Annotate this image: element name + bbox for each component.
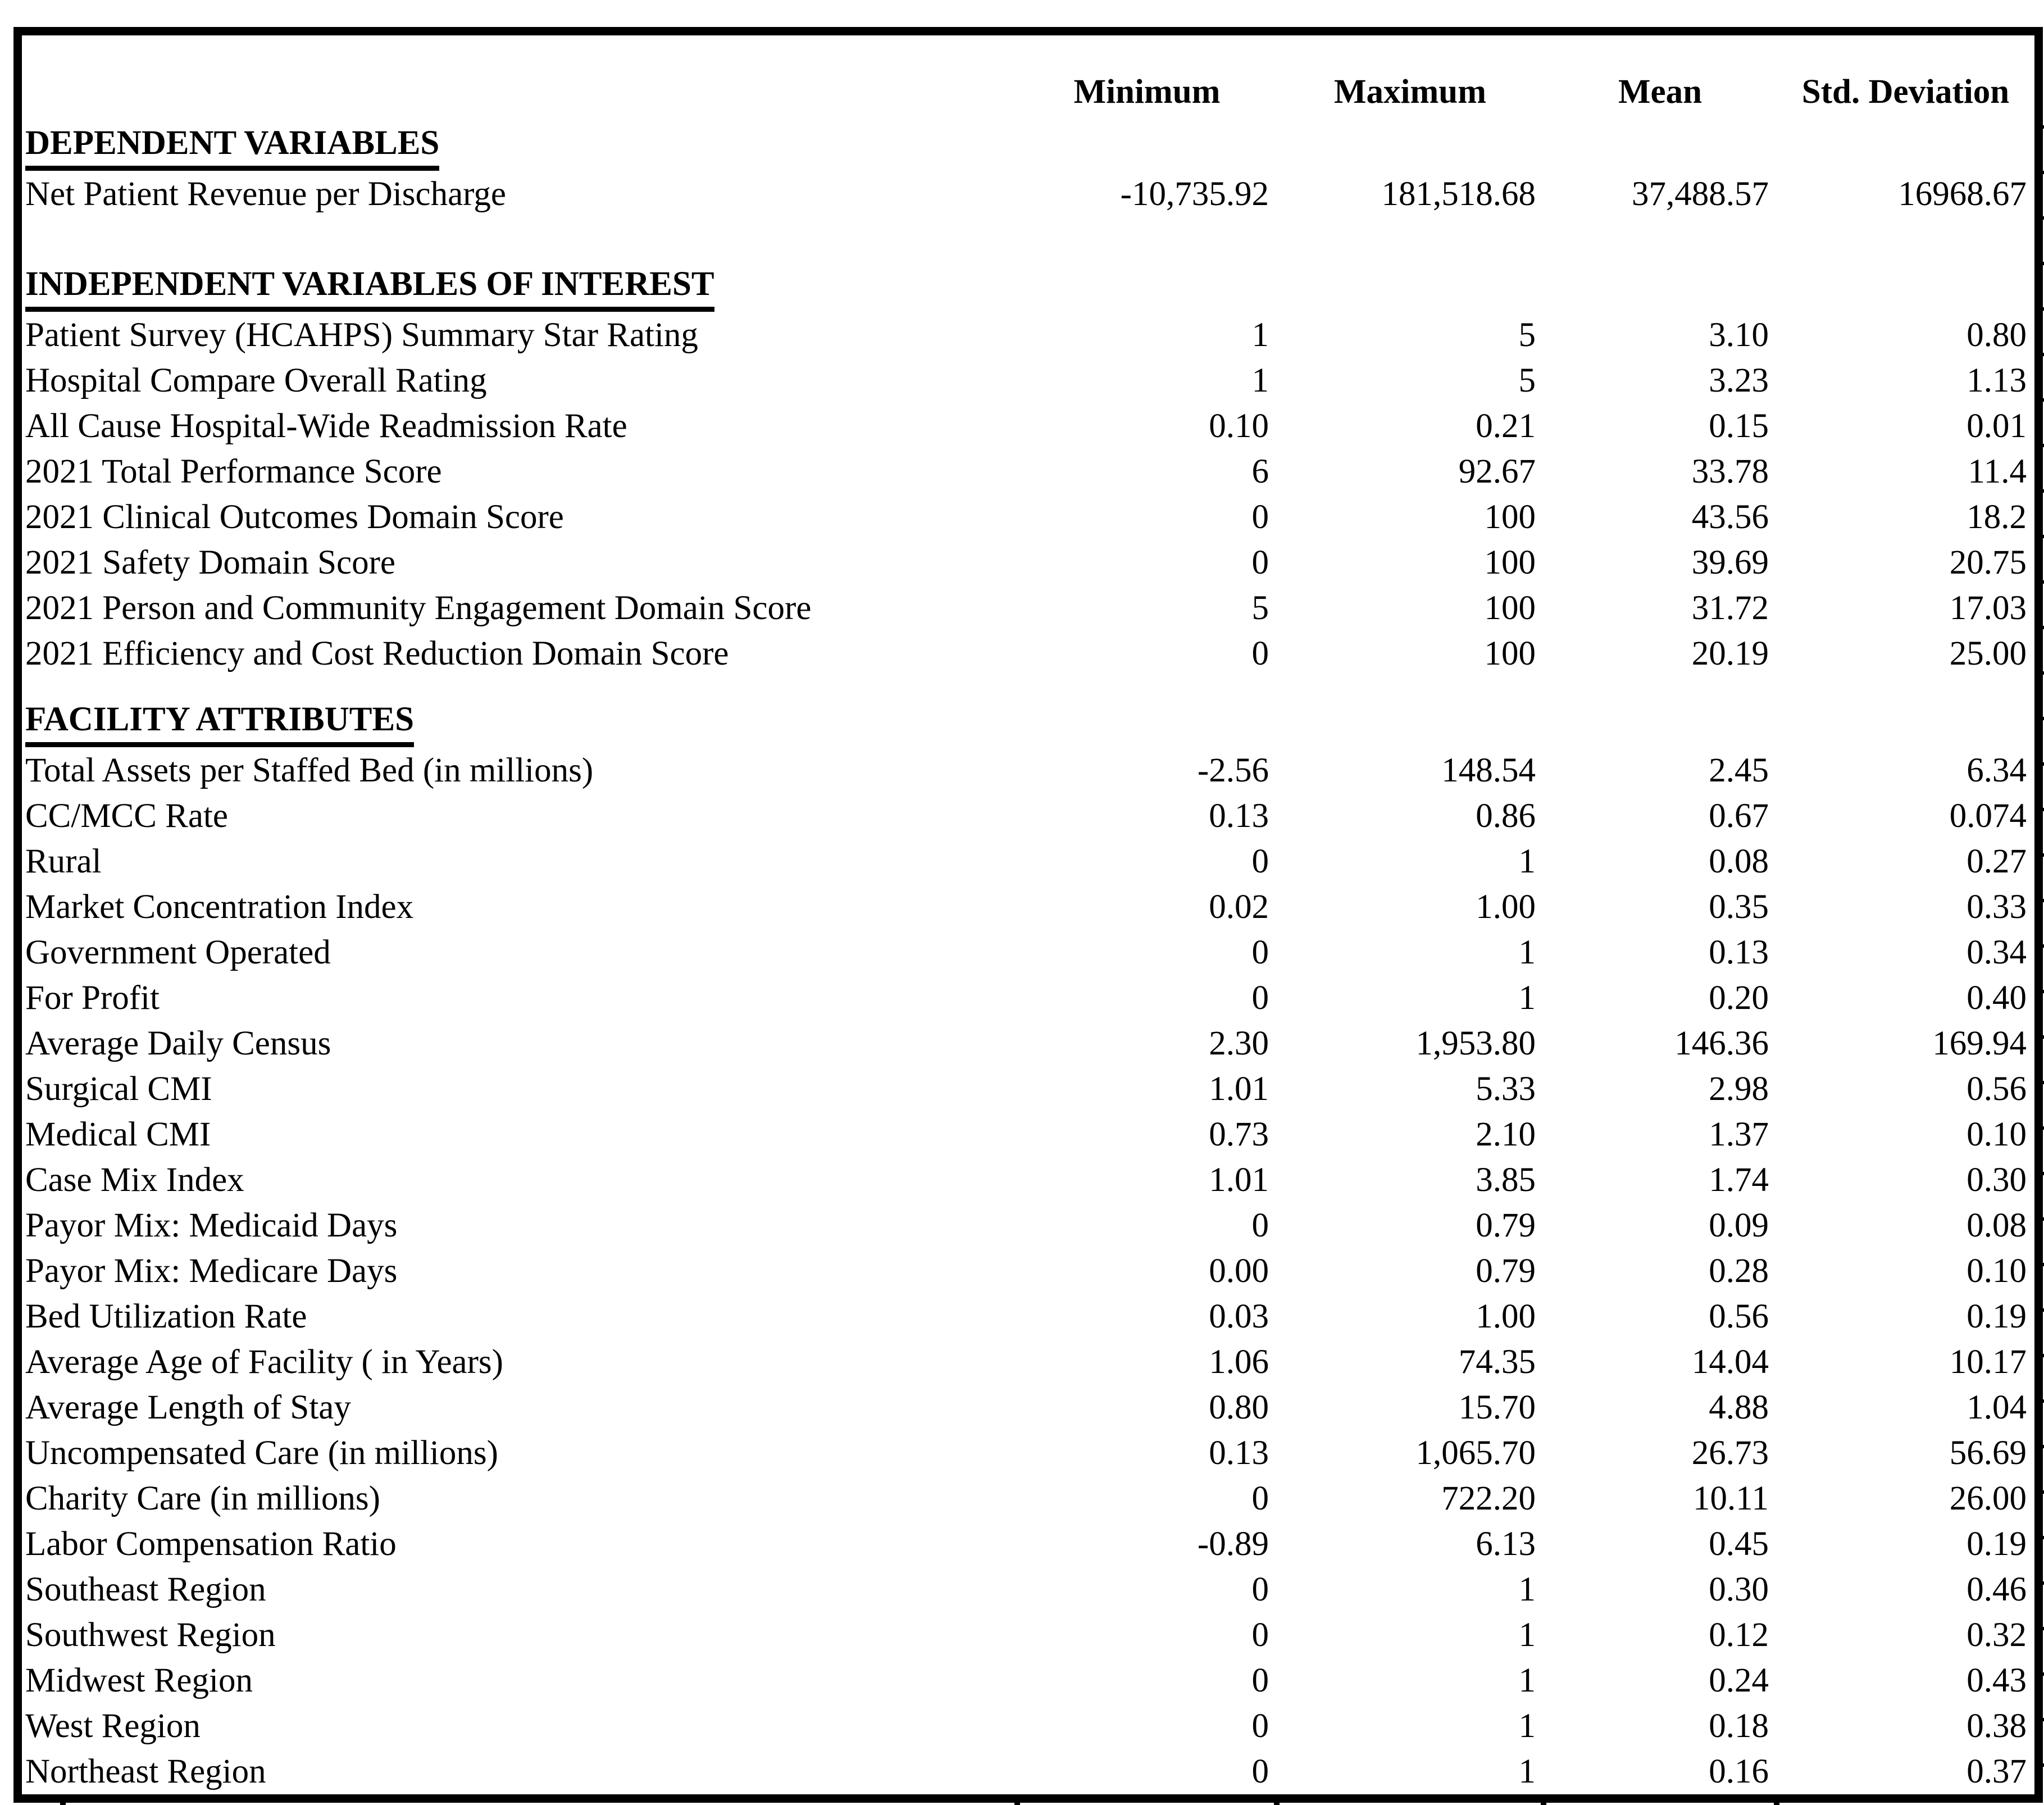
cell-maximum: 1 <box>1518 843 1536 880</box>
cell-std-deviation: 11.4 <box>1968 453 2027 490</box>
cell-std-deviation: 0.56 <box>1966 1070 2027 1108</box>
cell-mean: 0.67 <box>1709 797 1769 835</box>
cell-maximum: 0.21 <box>1476 407 1536 445</box>
gridline-tick <box>1274 1799 1280 1805</box>
cell-minimum: 0 <box>1251 1207 1269 1244</box>
cell-mean: 0.15 <box>1709 407 1769 445</box>
empty-cell <box>1544 266 1777 312</box>
cell-mean: 0.45 <box>1709 1525 1769 1563</box>
cell-std-deviation: 16968.67 <box>1898 175 2027 213</box>
table-row <box>22 1521 2034 1567</box>
cell-maximum: 100 <box>1484 544 1536 581</box>
cell-maximum: 1,065.70 <box>1415 1434 1536 1472</box>
cell-mean: 37,488.57 <box>1632 175 1769 213</box>
cell-std-deviation: 0.30 <box>1966 1161 2027 1199</box>
blank-row <box>22 217 2034 266</box>
cell-mean: 20.19 <box>1691 635 1769 672</box>
empty-cell <box>1777 266 2034 312</box>
table-row <box>22 1385 2034 1430</box>
cell-mean: 0.20 <box>1709 979 1769 1017</box>
row-label: Northeast Region <box>25 1753 266 1790</box>
cell-mean: 43.56 <box>1691 498 1769 536</box>
cell-std-deviation: 20.75 <box>1949 544 2027 581</box>
row-label: Payor Mix: Medicare Days <box>25 1252 398 1290</box>
table-row <box>22 1612 2034 1658</box>
cell-minimum: 0 <box>1251 1662 1269 1699</box>
cell-std-deviation: 0.33 <box>1966 888 2027 926</box>
table-row <box>22 930 2034 975</box>
cell-maximum: 181,518.68 <box>1381 175 1536 213</box>
column-header-maximum: Maximum <box>1333 72 1487 111</box>
section-header-cell <box>22 702 1017 748</box>
cell-mean: 0.24 <box>1709 1662 1769 1699</box>
empty-cell <box>1017 125 1277 171</box>
top-spacer <box>22 35 2034 58</box>
empty-cell <box>1544 125 1777 171</box>
row-label: Total Assets per Staffed Bed (in millions) <box>25 752 594 789</box>
cell-minimum: 0.13 <box>1209 797 1269 835</box>
row-label: For Profit <box>25 979 160 1017</box>
cell-maximum: 1 <box>1518 1571 1536 1608</box>
row-label: Southwest Region <box>25 1616 276 1654</box>
cell-maximum: 1 <box>1518 979 1536 1017</box>
table-row <box>22 358 2034 403</box>
cell-mean: 1.74 <box>1709 1161 1769 1199</box>
cell-minimum: -2.56 <box>1197 752 1269 789</box>
row-label: Net Patient Revenue per Discharge <box>25 175 506 213</box>
section-header-row <box>22 266 2034 312</box>
table-row <box>22 1021 2034 1066</box>
cell-mean: 0.13 <box>1709 934 1769 971</box>
cell-maximum: 2.10 <box>1476 1116 1536 1153</box>
cell-std-deviation: 0.34 <box>1966 934 2027 971</box>
table-row <box>22 449 2034 494</box>
row-label: Bed Utilization Rate <box>25 1298 307 1335</box>
table-row <box>22 793 2034 839</box>
cell-mean: 0.09 <box>1709 1207 1769 1244</box>
table-row <box>22 1248 2034 1294</box>
table-row <box>22 1430 2034 1476</box>
cell-mean: 4.88 <box>1709 1389 1769 1426</box>
cell-maximum: 1 <box>1518 934 1536 971</box>
cell-maximum: 1.00 <box>1476 1298 1536 1335</box>
cell-mean: 0.12 <box>1709 1616 1769 1654</box>
gridline-tick <box>60 1799 66 1805</box>
row-label: Average Daily Census <box>25 1025 331 1062</box>
table-row <box>22 1066 2034 1112</box>
cell-maximum: 1 <box>1518 1616 1536 1654</box>
table-row <box>22 494 2034 540</box>
cell-minimum: 0 <box>1251 1707 1269 1745</box>
table-row <box>22 403 2034 449</box>
gridline-tick <box>1541 1799 1546 1805</box>
row-label: Labor Compensation Ratio <box>25 1525 397 1563</box>
cell-minimum: 5 <box>1251 589 1269 627</box>
column-header-row <box>22 58 2034 125</box>
cell-minimum: 6 <box>1251 453 1269 490</box>
row-label: All Cause Hospital-Wide Readmission Rate <box>25 407 627 445</box>
empty-cell <box>1277 702 1544 748</box>
cell-minimum: 1 <box>1251 316 1269 354</box>
cell-minimum: 0 <box>1251 635 1269 672</box>
cell-std-deviation: 0.19 <box>1966 1525 2027 1563</box>
row-label: Southeast Region <box>25 1571 266 1608</box>
cell-mean: 26.73 <box>1691 1434 1769 1472</box>
cell-std-deviation: 1.04 <box>1966 1389 2027 1426</box>
table-row <box>22 1658 2034 1703</box>
cell-minimum: -0.89 <box>1197 1525 1269 1563</box>
gridline-ticks-right <box>2042 125 2044 1794</box>
table-row <box>22 1339 2034 1385</box>
cell-std-deviation: 169.94 <box>1932 1025 2027 1062</box>
table-row <box>22 1112 2034 1157</box>
cell-mean: 0.18 <box>1709 1707 1769 1745</box>
table-row <box>22 884 2034 930</box>
cell-maximum: 6.13 <box>1476 1525 1536 1563</box>
cell-std-deviation: 0.38 <box>1966 1707 2027 1745</box>
table-row <box>22 1157 2034 1203</box>
cell-std-deviation: 0.46 <box>1966 1571 2027 1608</box>
cell-mean: 0.35 <box>1709 888 1769 926</box>
cell-maximum: 148.54 <box>1441 752 1536 789</box>
row-label: Average Age of Facility ( in Years) <box>25 1343 503 1381</box>
row-label: Surgical CMI <box>25 1070 212 1108</box>
cell-minimum: 1.01 <box>1209 1070 1269 1108</box>
cell-std-deviation: 17.03 <box>1949 589 2027 627</box>
empty-cell <box>1017 702 1277 748</box>
cell-maximum: 1 <box>1518 1707 1536 1745</box>
column-header-std-deviation: Std. Deviation <box>1801 72 2010 111</box>
cell-std-deviation: 0.08 <box>1966 1207 2027 1244</box>
cell-minimum: 0 <box>1251 1480 1269 1517</box>
cell-mean: 2.45 <box>1709 752 1769 789</box>
cell-minimum: 0.10 <box>1209 407 1269 445</box>
table-row <box>22 975 2034 1021</box>
cell-mean: 0.16 <box>1709 1753 1769 1790</box>
cell-mean: 3.10 <box>1709 316 1769 354</box>
cell-maximum: 0.86 <box>1476 797 1536 835</box>
cell-std-deviation: 0.37 <box>1966 1753 2027 1790</box>
table-body <box>22 125 2034 1794</box>
cell-minimum: 0 <box>1251 1753 1269 1790</box>
table-row <box>22 1294 2034 1339</box>
gridline-tick <box>1774 1799 1779 1805</box>
row-label: West Region <box>25 1707 201 1745</box>
cell-minimum: 0.80 <box>1209 1389 1269 1426</box>
row-label: 2021 Clinical Outcomes Domain Score <box>25 498 564 536</box>
row-label: Uncompensated Care (in millions) <box>25 1434 498 1472</box>
cell-minimum: 0 <box>1251 544 1269 581</box>
section-header-cell <box>22 125 1017 171</box>
table-row <box>22 1703 2034 1749</box>
cell-minimum: 0.73 <box>1209 1116 1269 1153</box>
row-label: Hospital Compare Overall Rating <box>25 362 487 399</box>
empty-cell <box>1277 125 1544 171</box>
row-label: Average Length of Stay <box>25 1389 351 1426</box>
cell-std-deviation: 0.27 <box>1966 843 2027 880</box>
column-header-minimum: Minimum <box>1073 72 1221 111</box>
cell-minimum: 1.06 <box>1209 1343 1269 1381</box>
empty-cell <box>1277 266 1544 312</box>
cell-mean: 39.69 <box>1691 544 1769 581</box>
cell-maximum: 0.79 <box>1476 1252 1536 1290</box>
cell-maximum: 5 <box>1518 362 1536 399</box>
column-header-mean: Mean <box>1618 72 1702 111</box>
cell-maximum: 1,953.80 <box>1415 1025 1536 1062</box>
cell-maximum: 100 <box>1484 635 1536 672</box>
table-row <box>22 748 2034 793</box>
cell-minimum: 1 <box>1251 362 1269 399</box>
row-label: 2021 Efficiency and Cost Reduction Domain Score <box>25 635 729 672</box>
cell-minimum: 2.30 <box>1209 1025 1269 1062</box>
cell-std-deviation: 26.00 <box>1949 1480 2027 1517</box>
table-row <box>22 312 2034 358</box>
cell-mean: 146.36 <box>1674 1025 1769 1062</box>
cell-maximum: 92.67 <box>1458 453 1536 490</box>
cell-std-deviation: 0.01 <box>1966 407 2027 445</box>
cell-minimum: 0 <box>1251 498 1269 536</box>
section-header-row <box>22 125 2034 171</box>
cell-maximum: 0.79 <box>1476 1207 1536 1244</box>
table-row <box>22 631 2034 676</box>
cell-maximum: 15.70 <box>1458 1389 1536 1426</box>
cell-mean: 3.23 <box>1709 362 1769 399</box>
cell-std-deviation: 25.00 <box>1949 635 2027 672</box>
cell-minimum: 0 <box>1251 843 1269 880</box>
cell-minimum: 0.03 <box>1209 1298 1269 1335</box>
cell-mean: 1.37 <box>1709 1116 1769 1153</box>
cell-maximum: 1.00 <box>1476 888 1536 926</box>
cell-std-deviation: 0.80 <box>1966 316 2027 354</box>
row-label: Payor Mix: Medicaid Days <box>25 1207 398 1244</box>
cell-minimum: 0.13 <box>1209 1434 1269 1472</box>
section-title: FACILITY ATTRIBUTES <box>25 702 414 747</box>
cell-mean: 31.72 <box>1691 589 1769 627</box>
table-row <box>22 839 2034 884</box>
row-label: Rural <box>25 843 102 880</box>
table-row <box>22 1203 2034 1248</box>
row-label: Midwest Region <box>25 1662 253 1699</box>
cell-std-deviation: 0.10 <box>1966 1116 2027 1153</box>
table-row <box>22 540 2034 585</box>
row-label: 2021 Person and Community Engagement Domain Score <box>25 589 812 627</box>
cell-mean: 14.04 <box>1691 1343 1769 1381</box>
cell-minimum: 0 <box>1251 934 1269 971</box>
table-row <box>22 585 2034 631</box>
cell-minimum: 0.00 <box>1209 1252 1269 1290</box>
cell-std-deviation: 0.19 <box>1966 1298 2027 1335</box>
row-label: CC/MCC Rate <box>25 797 228 835</box>
cell-maximum: 1 <box>1518 1662 1536 1699</box>
row-label: Government Operated <box>25 934 331 971</box>
table-border-frame <box>13 27 2043 1803</box>
gridline-tick <box>1014 1799 1020 1805</box>
header-spacer-cell <box>22 58 1017 125</box>
cell-std-deviation: 0.32 <box>1966 1616 2027 1654</box>
blank-row <box>22 676 2034 702</box>
cell-maximum: 722.20 <box>1441 1480 1536 1517</box>
empty-cell <box>1017 266 1277 312</box>
cell-minimum: -10,735.92 <box>1120 175 1269 213</box>
cell-minimum: 0 <box>1251 1571 1269 1608</box>
empty-cell <box>1777 125 2034 171</box>
empty-cell <box>1777 702 2034 748</box>
cell-mean: 33.78 <box>1691 453 1769 490</box>
cell-minimum: 0.02 <box>1209 888 1269 926</box>
cell-std-deviation: 18.2 <box>1966 498 2027 536</box>
cell-std-deviation: 0.074 <box>1949 797 2027 835</box>
cell-std-deviation: 0.43 <box>1966 1662 2027 1699</box>
cell-mean: 10.11 <box>1693 1480 1769 1517</box>
cell-maximum: 5.33 <box>1476 1070 1536 1108</box>
section-title: DEPENDENT VARIABLES <box>25 126 439 171</box>
table-row <box>22 1567 2034 1612</box>
cell-minimum: 0 <box>1251 979 1269 1017</box>
row-label: Case Mix Index <box>25 1161 244 1199</box>
row-label: Charity Care (in millions) <box>25 1480 380 1517</box>
cell-std-deviation: 10.17 <box>1949 1343 2027 1381</box>
cell-mean: 0.08 <box>1709 843 1769 880</box>
cell-mean: 0.56 <box>1709 1298 1769 1335</box>
row-label: 2021 Total Performance Score <box>25 453 442 490</box>
cell-maximum: 1 <box>1518 1753 1536 1790</box>
cell-std-deviation: 6.34 <box>1966 752 2027 789</box>
cell-maximum: 100 <box>1484 589 1536 627</box>
cell-maximum: 3.85 <box>1476 1161 1536 1199</box>
section-header-row <box>22 702 2034 748</box>
cell-maximum: 100 <box>1484 498 1536 536</box>
row-label: Patient Survey (HCAHPS) Summary Star Rating <box>25 316 698 354</box>
cell-minimum: 0 <box>1251 1616 1269 1654</box>
empty-cell <box>1544 702 1777 748</box>
cell-minimum: 1.01 <box>1209 1161 1269 1199</box>
cell-maximum: 74.35 <box>1458 1343 1536 1381</box>
cell-std-deviation: 56.69 <box>1949 1434 2027 1472</box>
section-title: INDEPENDENT VARIABLES OF INTEREST <box>25 267 714 312</box>
section-header-cell <box>22 266 1017 312</box>
table-row <box>22 1749 2034 1794</box>
cell-mean: 2.98 <box>1709 1070 1769 1108</box>
cell-std-deviation: 0.10 <box>1966 1252 2027 1290</box>
cell-maximum: 5 <box>1518 316 1536 354</box>
row-label: Medical CMI <box>25 1116 211 1153</box>
row-label: Market Concentration Index <box>25 888 414 926</box>
table-row <box>22 171 2034 217</box>
cell-std-deviation: 0.40 <box>1966 979 2027 1017</box>
row-label: 2021 Safety Domain Score <box>25 544 395 581</box>
cell-mean: 0.28 <box>1709 1252 1769 1290</box>
cell-mean: 0.30 <box>1709 1571 1769 1608</box>
cell-std-deviation: 1.13 <box>1966 362 2027 399</box>
table-row <box>22 1476 2034 1521</box>
